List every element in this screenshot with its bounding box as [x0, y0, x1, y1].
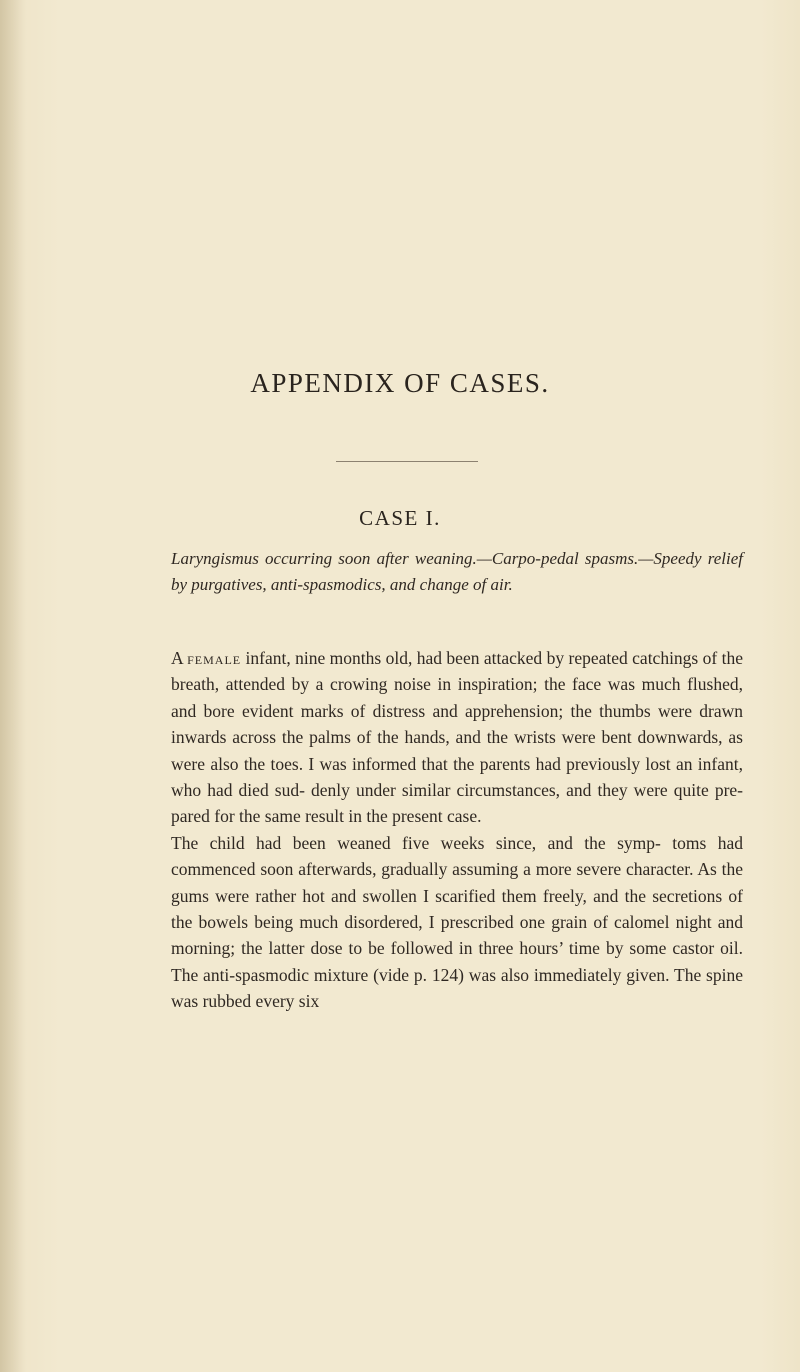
case-title: CASE I. [359, 506, 441, 530]
appendix-heading: APPENDIX OF CASES. [250, 368, 550, 398]
case-body [171, 645, 743, 1015]
paragraph-2: The child had been weaned five weeks since, and the symp- toms had commenced soon afterwards, gradually assuming a more severe character. As the gums were rather hot and swollen I scarified them freely, and the secretions of the bowels being much disordered, I prescribed one grain of calomel night and morning; the latter dose to be followed in three hours’ time by some castor oil. The anti-spasmodic mixture (vide p. 124) was also immediately given. The spine was rubbed every six [171, 832, 743, 1012]
section-divider [336, 461, 478, 462]
paragraph-1-lead: A [171, 648, 183, 668]
case-subtitle: Laryngismus occurring soon after weaning.—Carpo-pedal spasms.—Speedy relief by purgatives, anti-spasmodics, and change of air. [171, 549, 743, 594]
paragraph-1-text: infant, nine months old, had been attacked by repeated catchings of the breath, attended by a crowing noise in inspiration; the face was much flushed, and bore evident marks of distress and apprehension; the thumbs were drawn inwards across the palms of the hands, and the wrists were bent downwards, as were also the toes. I was informed that the parents had previously lost an infant, who had died sud- denly under similar circumstances, and they were quite pre- pared for the same result in the present case. [171, 648, 744, 827]
paragraph-1 [171, 645, 743, 830]
paragraph-1-smallcaps: female [187, 648, 242, 668]
page-gutter-shadow [0, 0, 26, 1372]
